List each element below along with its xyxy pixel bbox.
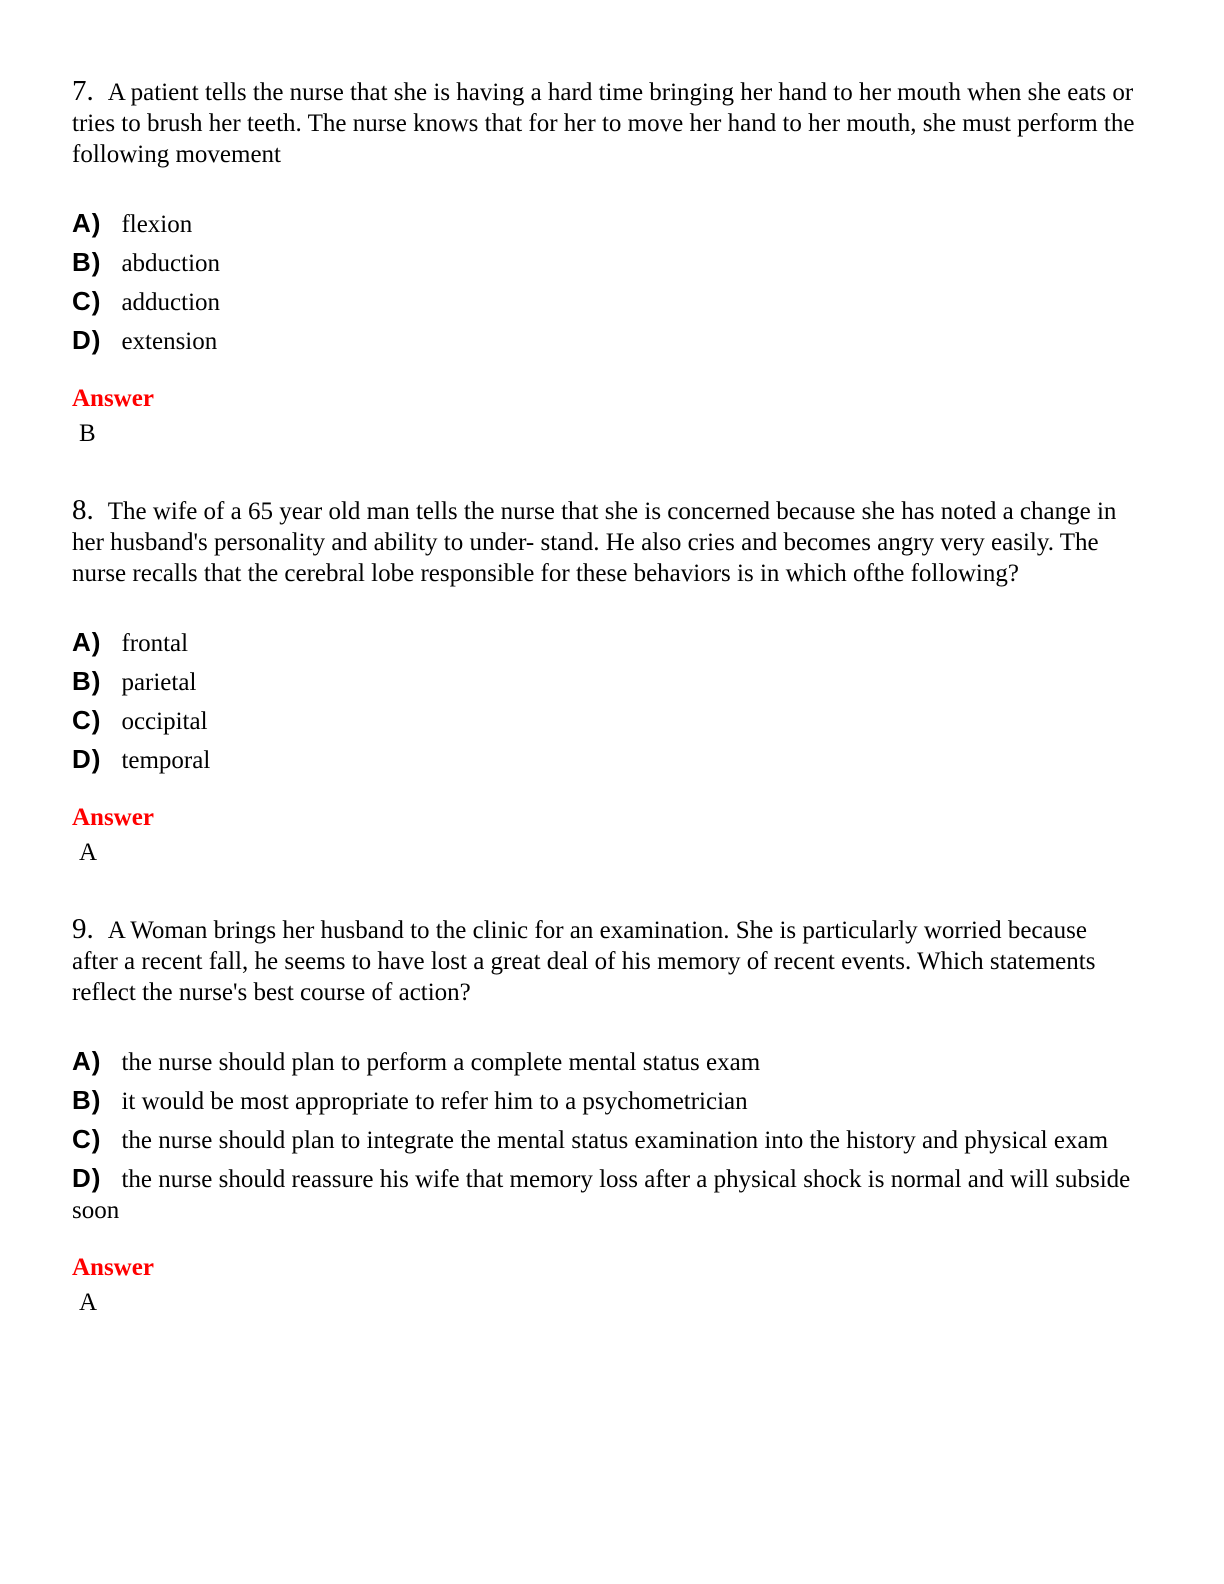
answer-value: A [79, 1289, 98, 1316]
option-row [72, 744, 1136, 776]
option-letter: C) [72, 1124, 102, 1154]
option-text: parietal [121, 669, 197, 696]
question-block-9 [72, 914, 1136, 1318]
question-text [72, 495, 1136, 589]
option-row [72, 1085, 1136, 1117]
question-number: 8. [72, 494, 94, 526]
option-letter: C) [72, 286, 102, 316]
option-row [72, 627, 1136, 659]
option-row [72, 247, 1136, 279]
option-text: extension [121, 328, 218, 355]
answer-label: Answer [72, 804, 154, 831]
option-row [72, 325, 1136, 357]
question-text [72, 914, 1136, 1008]
option-letter: D) [72, 1163, 102, 1193]
answer-label: Answer [72, 1254, 154, 1281]
option-letter: B) [72, 666, 102, 696]
options-list [72, 627, 1136, 776]
question-block-7 [72, 76, 1136, 449]
option-row [72, 208, 1136, 240]
option-text: the nurse should plan to perform a complete mental status exam [121, 1049, 761, 1076]
option-row [72, 286, 1136, 318]
question-text [72, 76, 1136, 170]
option-letter: A) [72, 208, 102, 238]
option-text: occipital [121, 708, 208, 735]
option-letter: A) [72, 1046, 102, 1076]
question-number: 9. [72, 913, 94, 945]
option-text: the nurse should reassure his wife that memory loss after a physical shock is normal and will subside soon [72, 1166, 1131, 1224]
option-row [72, 1046, 1136, 1078]
question-number: 7. [72, 75, 94, 107]
option-text: temporal [121, 747, 211, 774]
option-text: adduction [121, 289, 221, 316]
option-text: abduction [121, 250, 221, 277]
option-row [72, 1163, 1136, 1226]
option-row [72, 705, 1136, 737]
options-list [72, 1046, 1136, 1226]
answer-label: Answer [72, 385, 154, 412]
question-body-text: The wife of a 65 year old man tells the nurse that she is concerned because she has noted a change in her husband's personality and ability to under- stand. He also cries and becomes angry very easily. The nurse recalls that the cerebral lobe responsible for these behaviors is in which ofthe following? [72, 498, 1117, 587]
option-text: flexion [121, 211, 193, 238]
options-list [72, 208, 1136, 357]
question-block-8 [72, 495, 1136, 868]
option-letter: B) [72, 1085, 102, 1115]
option-letter: B) [72, 247, 102, 277]
option-letter: C) [72, 705, 102, 735]
question-body-text: A patient tells the nurse that she is having a hard time bringing her hand to her mouth when she eats or tries to brush her teeth. The nurse knows that for her to move her hand to her mouth, she must perform the following movement [72, 79, 1135, 168]
option-letter: D) [72, 325, 102, 355]
option-text: frontal [121, 630, 189, 657]
answer-value: B [79, 420, 96, 447]
option-letter: D) [72, 744, 102, 774]
question-body-text: A Woman brings her husband to the clinic for an examination. She is particularly worried because after a recent fall, he seems to have lost a great deal of his memory of recent events. Which statements reflect the nurse's best course of action? [72, 917, 1096, 1006]
answer-value: A [79, 839, 98, 866]
option-row [72, 666, 1136, 698]
option-text: the nurse should plan to integrate the mental status examination into the history and physical exam [121, 1127, 1109, 1154]
option-row [72, 1124, 1136, 1156]
option-text: it would be most appropriate to refer him to a psychometrician [121, 1088, 748, 1115]
option-letter: A) [72, 627, 102, 657]
